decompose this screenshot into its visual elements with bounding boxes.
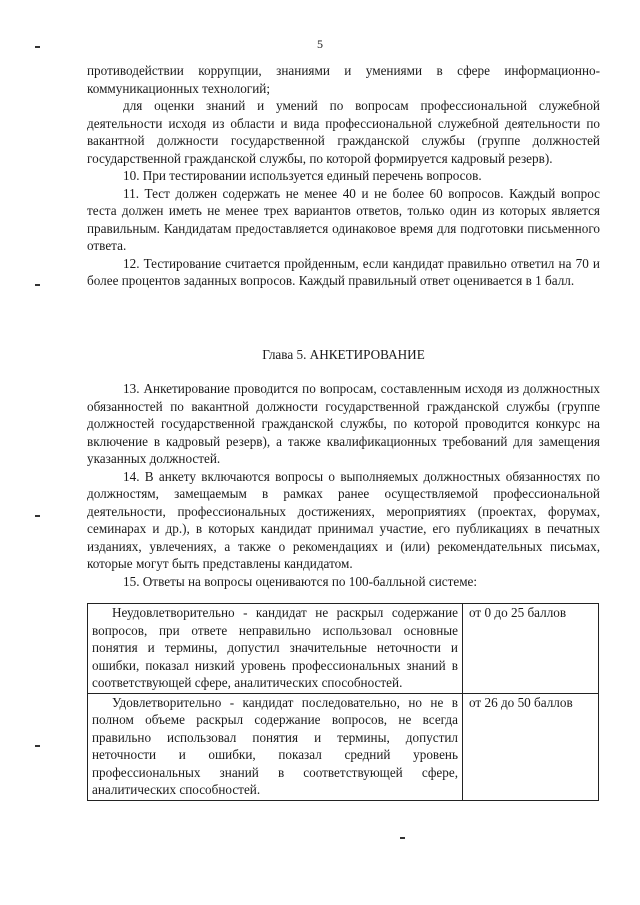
page-number: 5	[317, 37, 323, 51]
scan-mark	[35, 745, 40, 747]
score-range-cell: от 26 до 50 баллов	[463, 693, 599, 800]
score-description-cell	[88, 693, 463, 800]
bottom-text-section	[87, 380, 600, 590]
paragraph-assessment: для оценки знаний и умений по вопросам профессиональной служебной деятельности исходя из области и вида профессиональной служебной деятельности по вакантной должности государственной гражданской службы (группе должностей государственной гражданской службы, по которой формируется кадровый резерв).	[87, 98, 600, 166]
score-table	[87, 603, 599, 801]
scan-mark	[35, 515, 40, 517]
table-row	[88, 604, 599, 694]
chapter-title: Глава 5. АНКЕТИРОВАНИЕ	[262, 347, 425, 362]
paragraph-11: 11. Тест должен содержать не менее 40 и не более 60 вопросов. Каждый вопрос теста должен иметь не менее трех вариантов ответов, только один из которых является правильным. Кандидатам предоставляется одинаковое время для подготовки письменного ответа.	[87, 185, 600, 253]
paragraph-14: 14. В анкету включаются вопросы о выполняемых должностных обязанностях по должностям, замещаемым в рамках ранее осуществляемой профессиональной деятельности, профессиональных достижениях, мероприятиях (проектах, форумах, семинарах и др.), в которых кандидат принимал участие, его публикациях в печатных изданиях, увлечениях, а также о рекомендациях и (или) рекомендательных письмах, которые могут быть представлены кандидатом.	[87, 468, 600, 571]
score-description: Удовлетворительно - кандидат последовательно, но не в полном объеме раскрыл содержание вопросов, не всегда правильно использовал понятия и термины, допустил неточности и ошибки, показал средний уровень профессиональных знаний в соответствующей сфере, аналитических способностей.	[92, 694, 458, 797]
paragraph-continuation: противодействии коррупции, знаниями и умениями в сфере информационно-коммуникационных технологий;	[87, 63, 600, 96]
scan-mark	[35, 46, 40, 48]
scan-mark	[400, 837, 405, 839]
paragraph-12: 12. Тестирование считается пройденным, если кандидат правильно ответил на 70 и более процентов заданных вопросов. Каждый правильный ответ оценивается в 1 балл.	[87, 255, 600, 288]
score-range-cell: от 0 до 25 баллов	[463, 604, 599, 694]
paragraph-10: 10. При тестировании используется единый перечень вопросов.	[123, 168, 482, 183]
score-description: Неудовлетворительно - кандидат не раскрыл содержание вопросов, при ответе неправильно использовал основные понятия и термины, допустил значительные неточности и ошибки, показал низкий уровень профессиональных знаний в соответствующей сфере, аналитических способностей.	[92, 605, 458, 690]
paragraph-13: 13. Анкетирование проводится по вопросам, составленным исходя из должностных обязанностей по вакантной должности государственной гражданской службы (группе должностей государственной гражданской службы, по которой проводится конкурс на включение в кадровый резерв), а также квалификационных требований для замещения указанных должностей.	[87, 381, 600, 466]
top-text-section	[87, 62, 600, 290]
paragraph-15: 15. Ответы на вопросы оцениваются по 100-балльной системе:	[123, 573, 478, 589]
scan-mark	[35, 284, 40, 286]
table-row	[88, 693, 599, 800]
score-description-cell	[88, 604, 463, 694]
